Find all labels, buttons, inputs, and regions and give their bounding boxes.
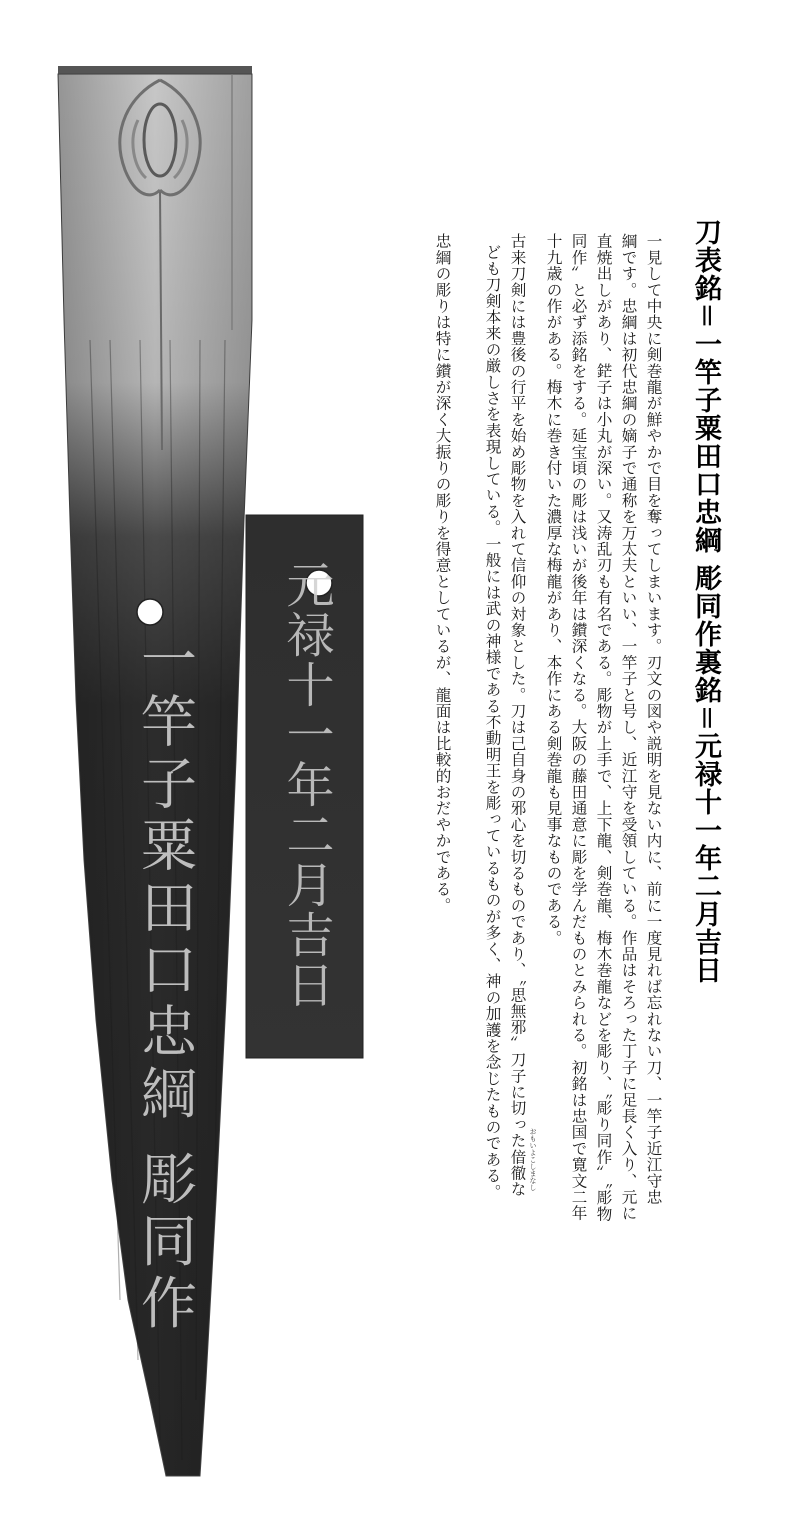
body-column-8: 忠綱の彫りは特に鑚が深く大振りの彫りを得意としているが、龍面は比較的おだやかである。 (433, 233, 452, 914)
ruby-annotation: おもいよこしまなし (529, 1128, 537, 1191)
sword-type: 刀 (690, 218, 721, 246)
omote-inscription: 表銘＝一竿子粟田口忠綱 彫同作 (690, 246, 721, 649)
ura-carved-inscription: 元禄十一年二月吉日 (278, 560, 334, 1010)
body-column-7: ども刀剣本来の厳しさを表現している。一般には武の神様である不動明王を彫っているものが多く、神の加護を念じたものである。 (483, 244, 502, 1200)
page-title (686, 218, 725, 984)
omote-carved-inscription: 一竿子粟田口忠綱 彫同作 (132, 630, 197, 1336)
body-column-5: 十九歳の作がある。梅木に巻き付いた濃厚な梅龍があり、本作にある剣巻龍も見事なものである。 (544, 233, 563, 946)
body-column-2: 綱です。忠綱は初代忠綱の嫡子で通称を万太夫といい、一竿子と号し、近江守を受領している。作品はそろった丁子に足長く入り、元に (619, 233, 638, 1222)
body-column-4: 同作〟と必ず添銘をする。延宝頃の彫は浅いが後年は鑚深くなる。大阪の藤田通意に彫を学んだものとみられる。初銘は忠国で寛文二年 (569, 233, 588, 1222)
ura-inscription: 裏銘＝元禄十一年二月吉日 (690, 648, 721, 985)
body-column-1: 一見して中央に剣巻龍が鮮やかで目を奪ってしまいます。刃文の図や説明を見ない内に、前に一度見れば忘れない刀、一竿子近江守忠 (644, 233, 663, 1205)
body-column-3: 直焼出しがあり、鋩子は小丸が深い。又涛乱刃も有名である。彫物が上手で、上下龍、剣巻龍、梅木巻龍などを彫り、〝彫り同作〟〝彫物 (594, 233, 613, 1222)
mekugi-hole (137, 599, 163, 625)
body-column-6: 古来刀剣には豊後の行平を始め彫物を入れて信仰の対象とした。刀は己自身の邪心を切るものであり、〝思無邪〟刀子に切った偣徹な (508, 233, 527, 1198)
habaki-edge (58, 66, 252, 74)
